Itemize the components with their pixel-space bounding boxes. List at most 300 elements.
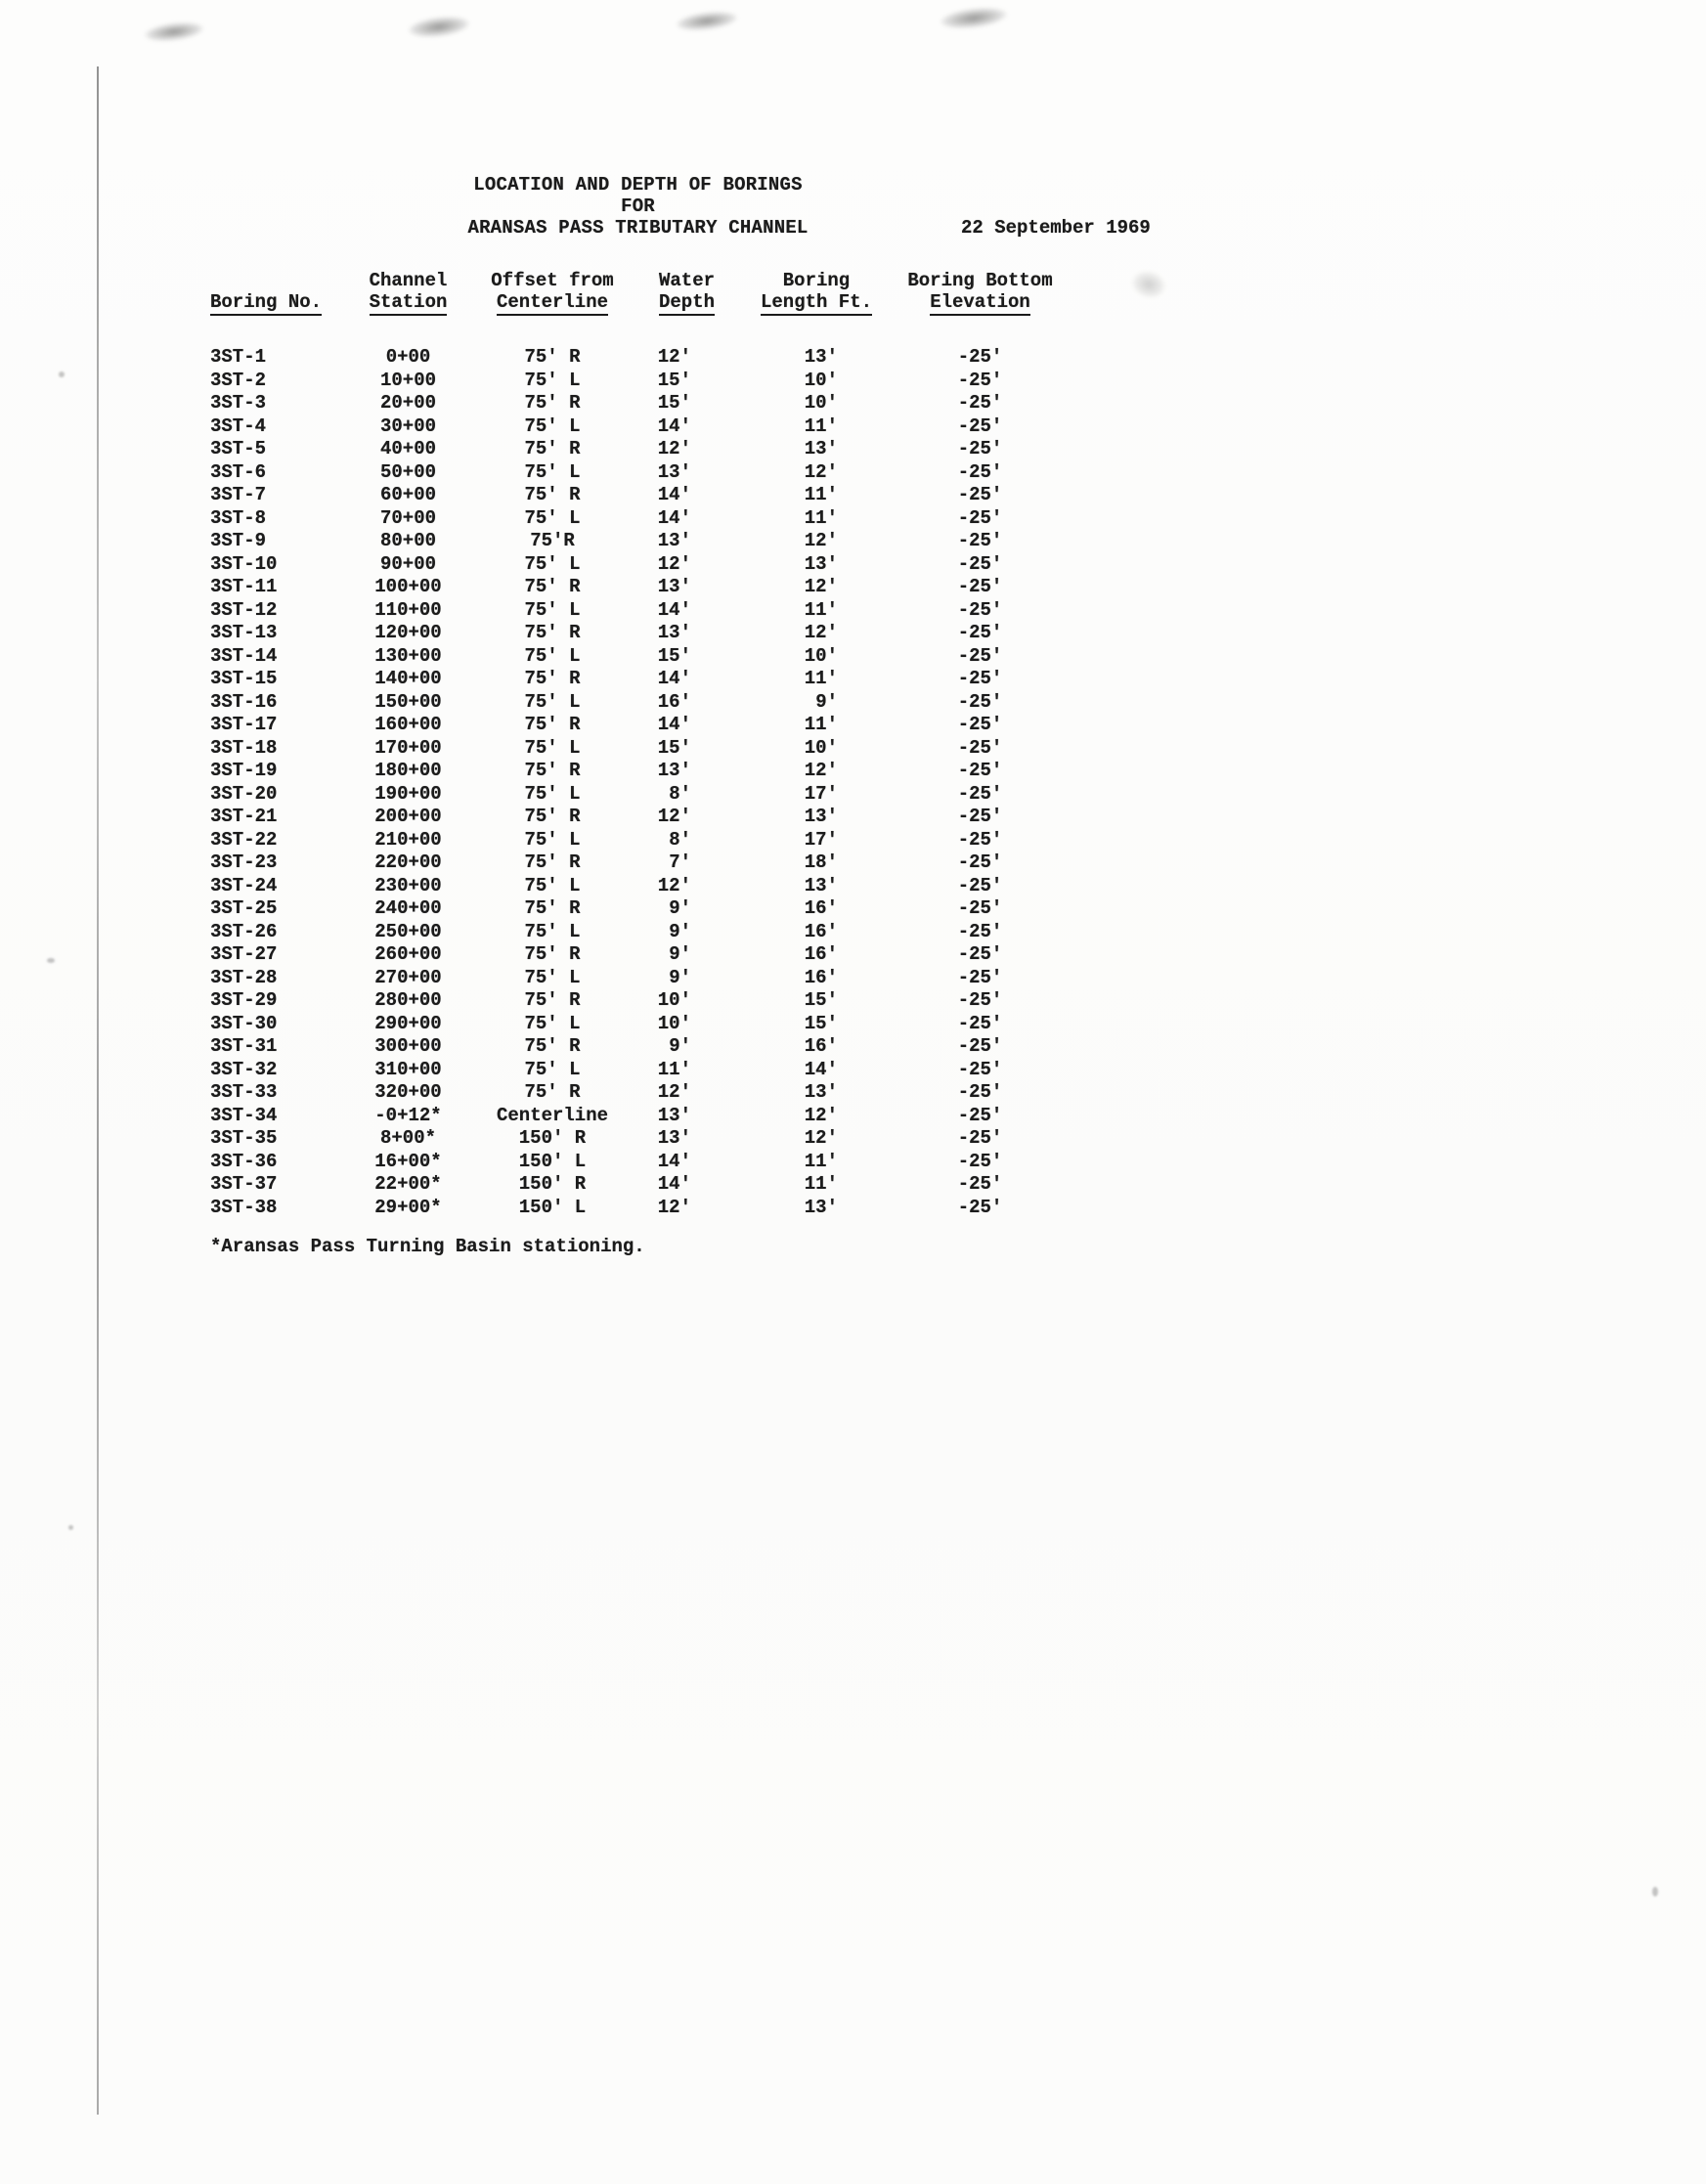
table-cell: 280+00 (374, 989, 442, 1011)
table-cell: Centerline (496, 1104, 609, 1126)
table-cell: 3ST-1 (210, 346, 267, 368)
table-cell: 11' (804, 1150, 838, 1172)
table-cell: -25' (957, 484, 1003, 505)
table-cell: 0+00 (385, 346, 431, 368)
table-cell: 3ST-14 (210, 644, 278, 667)
table-cell: 14' (657, 714, 691, 735)
footnote: *Aransas Pass Turning Basin stationing. (210, 1236, 645, 1257)
table-cell: 40+00 (379, 438, 436, 459)
table-cell: 75' R (524, 346, 581, 368)
table-cell: 150' L (518, 1196, 587, 1218)
borings-table (210, 270, 1066, 1219)
table-row (210, 1173, 1066, 1197)
table-cell: -25' (957, 506, 1003, 529)
table-cell: 13' (657, 530, 691, 551)
table-cell: 75' R (524, 943, 581, 965)
table-cell: 15' (657, 736, 691, 759)
table-cell: 8+00* (379, 1127, 436, 1149)
table-cell: -25' (957, 576, 1003, 597)
table-cell: 50+00 (379, 460, 436, 483)
table-cell: -25' (957, 1196, 1003, 1218)
table-row (210, 599, 1066, 623)
table-cell: 150' R (518, 1127, 587, 1149)
scan-speck (47, 958, 55, 963)
table-row (210, 321, 1066, 370)
table-cell: -25' (957, 690, 1003, 713)
table-cell: 29+00* (374, 1196, 442, 1218)
scan-speck (1652, 1887, 1658, 1897)
table-cell: 13' (657, 622, 691, 643)
table-row (210, 1127, 1066, 1151)
table-cell: 13' (804, 1196, 838, 1218)
table-header-row (210, 270, 1066, 321)
table-row (210, 1035, 1066, 1059)
table-row (210, 370, 1066, 393)
table-cell: 15' (804, 1012, 838, 1034)
table-cell: 16' (804, 966, 838, 988)
table-cell: 14' (657, 1173, 691, 1195)
table-cell: 75' R (524, 714, 581, 735)
table-cell: 13' (804, 806, 838, 827)
table-cell: 14' (657, 668, 691, 689)
table-cell: 13' (657, 1127, 691, 1149)
table-cell: 3ST-22 (210, 828, 278, 851)
title-line-1: LOCATION AND DEPTH OF BORINGS (473, 174, 803, 196)
table-cell: 13' (657, 760, 691, 781)
table-cell: 3ST-13 (210, 622, 278, 643)
table-cell: 11' (804, 1173, 838, 1195)
table-cell: -25' (957, 644, 1003, 667)
table-cell: 75' L (524, 552, 581, 575)
table-cell: 75' R (524, 392, 581, 414)
table-cell: 160+00 (374, 714, 442, 735)
table-row (210, 668, 1066, 691)
table-cell: 300+00 (374, 1035, 442, 1057)
table-cell: 320+00 (374, 1081, 442, 1103)
table-cell: 3ST-7 (210, 484, 267, 505)
table-cell: 12' (657, 438, 691, 459)
table-cell: -25' (957, 1127, 1003, 1149)
table-cell: 14' (657, 506, 691, 529)
table-cell: -25' (957, 966, 1003, 988)
header-top-line (210, 270, 347, 291)
table-cell: 16' (804, 920, 838, 942)
table-cell: 3ST-38 (210, 1196, 278, 1218)
table-cell: 75' L (524, 1058, 581, 1080)
table-cell: 75' R (524, 1035, 581, 1057)
table-cell: -25' (957, 415, 1003, 437)
table-cell: 3ST-23 (210, 852, 278, 873)
table-cell: -25' (957, 828, 1003, 851)
table-cell: 9' (669, 920, 691, 942)
table-row (210, 1059, 1066, 1082)
header-water-depth (635, 270, 738, 321)
table-row (210, 783, 1066, 807)
table-cell: 75'R (530, 530, 575, 551)
table-cell: 3ST-25 (210, 897, 278, 919)
table-cell: 3ST-24 (210, 874, 278, 896)
table-cell: -25' (957, 552, 1003, 575)
table-row (210, 461, 1066, 485)
table-cell: 16' (804, 943, 838, 965)
table-cell: 15' (657, 644, 691, 667)
table-cell: 170+00 (374, 736, 442, 759)
table-cell: 75' R (524, 438, 581, 459)
table-cell: 11' (804, 484, 838, 505)
table-cell: 3ST-20 (210, 782, 278, 805)
table-cell: 30+00 (379, 415, 436, 437)
table-cell: 290+00 (374, 1012, 442, 1034)
table-cell: 18' (804, 852, 838, 873)
table-cell: 16' (804, 897, 838, 919)
table-cell: 3ST-2 (210, 369, 267, 391)
table-cell: 9' (815, 690, 838, 713)
scan-speck (68, 1525, 73, 1530)
table-cell: 310+00 (374, 1058, 442, 1080)
table-cell: -0+12* (374, 1104, 442, 1126)
table-cell: 14' (657, 484, 691, 505)
table-cell: 14' (657, 415, 691, 437)
table-cell: 12' (804, 1104, 838, 1126)
table-cell: 150' R (518, 1173, 587, 1195)
table-cell: 270+00 (374, 966, 442, 988)
table-row (210, 760, 1066, 783)
header-bottom-line (469, 291, 635, 313)
table-cell: -25' (957, 460, 1003, 483)
title-line-3: ARANSAS PASS TRIBUTARY CHANNEL (467, 217, 809, 239)
table-cell: 75' L (524, 828, 581, 851)
table-cell: 3ST-26 (210, 920, 278, 942)
table-cell: 13' (804, 874, 838, 896)
table-row (210, 392, 1066, 415)
table-row (210, 875, 1066, 898)
table-cell: 3ST-33 (210, 1081, 278, 1103)
table-cell: -25' (957, 852, 1003, 873)
table-cell: 75' L (524, 415, 581, 437)
table-cell: 9' (669, 943, 691, 965)
header-label: Centerline (497, 291, 608, 316)
header-bottom-elevation (895, 270, 1066, 321)
header-bottom-line (895, 291, 1066, 313)
table-row (210, 714, 1066, 737)
table-row (210, 921, 1066, 944)
table-cell: 75' L (524, 782, 581, 805)
table-cell: 8' (669, 828, 691, 851)
table-cell: 9' (669, 1035, 691, 1057)
scan-smudge (1129, 268, 1168, 301)
table-cell: 12' (804, 530, 838, 551)
table-row (210, 989, 1066, 1013)
table-cell: 12' (657, 1196, 691, 1218)
table-cell: 13' (657, 576, 691, 597)
table-cell: 3ST-27 (210, 943, 278, 965)
table-cell: 75' R (524, 484, 581, 505)
table-cell: 260+00 (374, 943, 442, 965)
table-cell: 16' (657, 690, 691, 713)
table-cell: 13' (804, 552, 838, 575)
table-cell: -25' (957, 622, 1003, 643)
table-row (210, 852, 1066, 875)
table-cell: 190+00 (374, 782, 442, 805)
table-cell: 12' (804, 760, 838, 781)
table-cell: 75' R (524, 760, 581, 781)
table-cell: 14' (804, 1058, 838, 1080)
table-cell: 22+00* (374, 1173, 442, 1195)
table-cell: 10' (804, 392, 838, 414)
table-cell: 3ST-21 (210, 806, 278, 827)
table-cell: -25' (957, 530, 1003, 551)
table-cell: 240+00 (374, 897, 442, 919)
header-top-line: Boring (782, 270, 851, 291)
table-cell: 75' L (524, 369, 581, 391)
table-cell: 75' L (524, 736, 581, 759)
table-cell: 3ST-35 (210, 1127, 278, 1149)
table-cell: 12' (804, 622, 838, 643)
table-cell: 80+00 (379, 530, 436, 551)
table-cell: -25' (957, 392, 1003, 414)
table-cell: 3ST-4 (210, 415, 267, 437)
table-cell: 14' (657, 1150, 691, 1172)
table-cell: -25' (957, 736, 1003, 759)
table-cell: 12' (657, 1081, 691, 1103)
table-cell: 11' (804, 415, 838, 437)
table-row (210, 1013, 1066, 1036)
table-cell: 3ST-16 (210, 690, 278, 713)
table-cell: 130+00 (374, 644, 442, 667)
table-cell: 150+00 (374, 690, 442, 713)
table-row (210, 1197, 1066, 1220)
header-top-line: Water (658, 270, 715, 291)
table-cell: -25' (957, 874, 1003, 896)
table-cell: 3ST-30 (210, 1012, 278, 1034)
table-row (210, 1081, 1066, 1105)
scan-fold-line (97, 66, 99, 2115)
header-label: Station (370, 291, 448, 316)
table-cell: 200+00 (374, 806, 442, 827)
table-cell: 12' (657, 346, 691, 368)
table-cell: 11' (657, 1058, 691, 1080)
table-cell: 75' L (524, 690, 581, 713)
table-row (210, 415, 1066, 439)
table-cell: 3ST-11 (210, 576, 278, 597)
header-label: Length Ft. (761, 291, 872, 316)
table-cell: 3ST-32 (210, 1058, 278, 1080)
table-cell: -25' (957, 1104, 1003, 1126)
table-cell: 60+00 (379, 484, 436, 505)
borings-table-head (210, 270, 1066, 321)
table-cell: 11' (804, 598, 838, 621)
table-cell: 16+00* (374, 1150, 442, 1172)
table-cell: 120+00 (374, 622, 442, 643)
table-row (210, 897, 1066, 921)
table-cell: 12' (657, 806, 691, 827)
table-cell: 3ST-17 (210, 714, 278, 735)
header-boring-no (210, 270, 347, 321)
table-cell: 3ST-10 (210, 552, 278, 575)
header-bottom-line (738, 291, 895, 313)
table-cell: -25' (957, 989, 1003, 1011)
table-cell: 10' (657, 989, 691, 1011)
table-cell: -25' (957, 1173, 1003, 1195)
table-row (210, 737, 1066, 761)
table-cell: 15' (657, 392, 691, 414)
table-cell: 10' (657, 1012, 691, 1034)
table-cell: 3ST-5 (210, 438, 267, 459)
table-cell: 17' (804, 782, 838, 805)
scan-smudge (144, 20, 204, 43)
scan-smudge (676, 9, 738, 32)
table-cell: 75' R (524, 852, 581, 873)
table-cell: 15' (657, 369, 691, 391)
table-cell: 11' (804, 714, 838, 735)
table-cell: 150' L (518, 1150, 587, 1172)
table-cell: 12' (804, 460, 838, 483)
table-cell: -25' (957, 598, 1003, 621)
table-row (210, 530, 1066, 553)
table-cell: 14' (657, 598, 691, 621)
table-cell: 13' (657, 1104, 691, 1126)
table-cell: 3ST-34 (210, 1104, 278, 1126)
table-cell: 3ST-12 (210, 598, 278, 621)
table-cell: -25' (957, 346, 1003, 368)
header-label: Elevation (930, 291, 1030, 316)
scan-smudge (940, 5, 1008, 31)
table-cell: 8' (669, 782, 691, 805)
table-cell: 180+00 (374, 760, 442, 781)
table-cell: 70+00 (379, 506, 436, 529)
table-cell: -25' (957, 760, 1003, 781)
borings-table-wrap (210, 270, 1066, 1219)
header-top-line: Offset from (491, 270, 614, 291)
table-cell: -25' (957, 668, 1003, 689)
table-cell: 75' L (524, 506, 581, 529)
table-cell: 3ST-9 (210, 530, 267, 551)
table-cell: 75' R (524, 989, 581, 1011)
table-cell: 17' (804, 828, 838, 851)
scan-smudge (408, 14, 470, 39)
table-row (210, 622, 1066, 645)
borings-table-body (210, 321, 1066, 1219)
table-cell: 9' (669, 966, 691, 988)
table-row (210, 967, 1066, 990)
header-top-line: Boring Bottom (907, 270, 1053, 291)
table-cell: 13' (657, 460, 691, 483)
table-cell: -25' (957, 806, 1003, 827)
table-cell: 12' (657, 552, 691, 575)
table-cell: 3ST-37 (210, 1173, 278, 1195)
table-cell: 10' (804, 369, 838, 391)
header-bottom-line (210, 291, 347, 313)
table-cell: 12' (804, 1127, 838, 1149)
table-cell: -25' (957, 438, 1003, 459)
table-cell: 75' R (524, 576, 581, 597)
document-date: 22 September 1969 (961, 217, 1151, 239)
table-cell: 90+00 (379, 552, 436, 575)
table-cell: 75' L (524, 1012, 581, 1034)
table-cell: 75' R (524, 897, 581, 919)
table-cell: 75' R (524, 622, 581, 643)
table-cell: 3ST-28 (210, 966, 278, 988)
table-cell: 9' (669, 897, 691, 919)
table-cell: 10' (804, 736, 838, 759)
table-cell: 3ST-31 (210, 1035, 278, 1057)
table-row (210, 1105, 1066, 1128)
table-cell: 110+00 (374, 598, 442, 621)
table-cell: -25' (957, 1058, 1003, 1080)
table-cell: 220+00 (374, 852, 442, 873)
table-cell: 75' R (524, 668, 581, 689)
table-row (210, 507, 1066, 531)
table-cell: 11' (804, 506, 838, 529)
table-cell: -25' (957, 782, 1003, 805)
table-row (210, 1151, 1066, 1174)
header-bottom-line (635, 291, 738, 313)
table-cell: 3ST-18 (210, 736, 278, 759)
header-top-line: Channel (369, 270, 448, 291)
table-cell: 230+00 (374, 874, 442, 896)
title-line-2: FOR (621, 196, 655, 217)
table-cell: 75' L (524, 644, 581, 667)
table-row (210, 691, 1066, 715)
table-cell: 75' R (524, 806, 581, 827)
table-cell: -25' (957, 1150, 1003, 1172)
table-cell: 13' (804, 438, 838, 459)
table-cell: 3ST-29 (210, 989, 278, 1011)
table-cell: -25' (957, 943, 1003, 965)
table-row (210, 438, 1066, 461)
header-label: Depth (659, 291, 715, 316)
table-row (210, 576, 1066, 599)
header-bottom-line (347, 291, 469, 313)
table-cell: 140+00 (374, 668, 442, 689)
table-cell: 75' L (524, 966, 581, 988)
table-cell: -25' (957, 920, 1003, 942)
table-cell: 11' (804, 668, 838, 689)
table-row (210, 484, 1066, 507)
table-cell: 13' (804, 346, 838, 368)
table-cell: 250+00 (374, 920, 442, 942)
header-label: Boring No. (210, 291, 322, 316)
document-title-block (210, 174, 1066, 239)
header-boring-length (738, 270, 895, 321)
table-cell: 10+00 (379, 369, 436, 391)
table-cell: -25' (957, 897, 1003, 919)
table-cell: 20+00 (379, 392, 436, 414)
table-row (210, 553, 1066, 577)
table-cell: -25' (957, 1081, 1003, 1103)
table-cell: 3ST-36 (210, 1150, 278, 1172)
header-offset-centerline (469, 270, 635, 321)
table-row (210, 645, 1066, 669)
table-cell: 3ST-8 (210, 506, 267, 529)
table-cell: 75' L (524, 598, 581, 621)
table-row (210, 829, 1066, 852)
table-cell: -25' (957, 1012, 1003, 1034)
table-cell: 210+00 (374, 828, 442, 851)
table-cell: 3ST-6 (210, 460, 267, 483)
table-cell: 12' (804, 576, 838, 597)
table-cell: 75' L (524, 874, 581, 896)
table-row (210, 943, 1066, 967)
table-cell: 3ST-19 (210, 760, 278, 781)
table-cell: 75' R (524, 1081, 581, 1103)
table-cell: -25' (957, 714, 1003, 735)
table-cell: 3ST-15 (210, 668, 278, 689)
table-cell: 7' (669, 852, 691, 873)
table-cell: 75' L (524, 460, 581, 483)
table-row (210, 806, 1066, 829)
table-cell: 13' (804, 1081, 838, 1103)
